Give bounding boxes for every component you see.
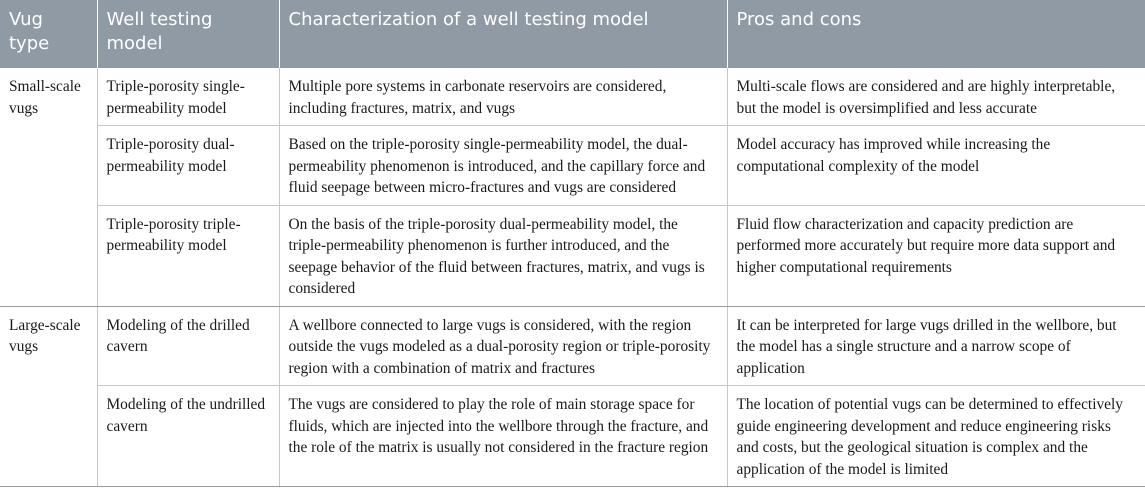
table-row bbox=[0, 306, 1145, 386]
characterization-cell: On the basis of the triple-porosity dual-permeability model, the triple-permeability phenomenon is further introduced, and the seepage behavior of the fluid between fractures, matrix, and vugs is considered bbox=[279, 205, 727, 306]
pros-cons-cell: The location of potential vugs can be determined to effectively guide engineering development and reduce engineering risks and costs, but the geological situation is complex and the application of the model is limited bbox=[727, 386, 1145, 487]
table-row bbox=[0, 68, 1145, 126]
pros-cons-cell: Fluid flow characterization and capacity prediction are performed more accurately but require more data support and higher computational requirements bbox=[727, 205, 1145, 306]
pros-cons-cell: Multi-scale flows are considered and are highly interpretable, but the model is oversimplified and less accurate bbox=[727, 68, 1145, 126]
model-cell: Modeling of the drilled cavern bbox=[97, 306, 279, 386]
model-cell: Triple-porosity dual-permeability model bbox=[97, 126, 279, 206]
header-pros-and-cons: Pros and cons bbox=[727, 0, 1145, 68]
characterization-cell: Based on the triple-porosity single-permeability model, the dual-permeability phenomenon is introduced, and the capillary force and fluid seepage between micro-fractures and vugs are considered bbox=[279, 126, 727, 206]
model-cell: Triple-porosity single-permeability model bbox=[97, 68, 279, 126]
model-cell: Triple-porosity triple-permeability model bbox=[97, 205, 279, 306]
header-row bbox=[0, 0, 1145, 68]
characterization-cell: A wellbore connected to large vugs is considered, with the region outside the vugs modeled as a dual-porosity region or triple-porosity region with a combination of matrix and fractures bbox=[279, 306, 727, 386]
table-row bbox=[0, 386, 1145, 487]
vug-type-cell: Small-scale vugs bbox=[0, 68, 97, 306]
pros-cons-cell: Model accuracy has improved while increasing the computational complexity of the model bbox=[727, 126, 1145, 206]
characterization-cell: Multiple pore systems in carbonate reservoirs are considered, including fractures, matrix, and vugs bbox=[279, 68, 727, 126]
header-characterization: Characterization of a well testing model bbox=[279, 0, 727, 68]
table-row bbox=[0, 126, 1145, 206]
table-row bbox=[0, 205, 1145, 306]
model-cell: Modeling of the undrilled cavern bbox=[97, 386, 279, 487]
characterization-cell: The vugs are considered to play the role of main storage space for fluids, which are injected into the wellbore through the fracture, and the role of the matrix is usually not considered in the fracture region bbox=[279, 386, 727, 487]
pros-cons-cell: It can be interpreted for large vugs drilled in the wellbore, but the model has a single structure and a narrow scope of application bbox=[727, 306, 1145, 386]
vug-type-cell: Large-scale vugs bbox=[0, 306, 97, 487]
header-well-testing-model: Well testing model bbox=[97, 0, 279, 68]
header-vug-type: Vug type bbox=[0, 0, 97, 68]
